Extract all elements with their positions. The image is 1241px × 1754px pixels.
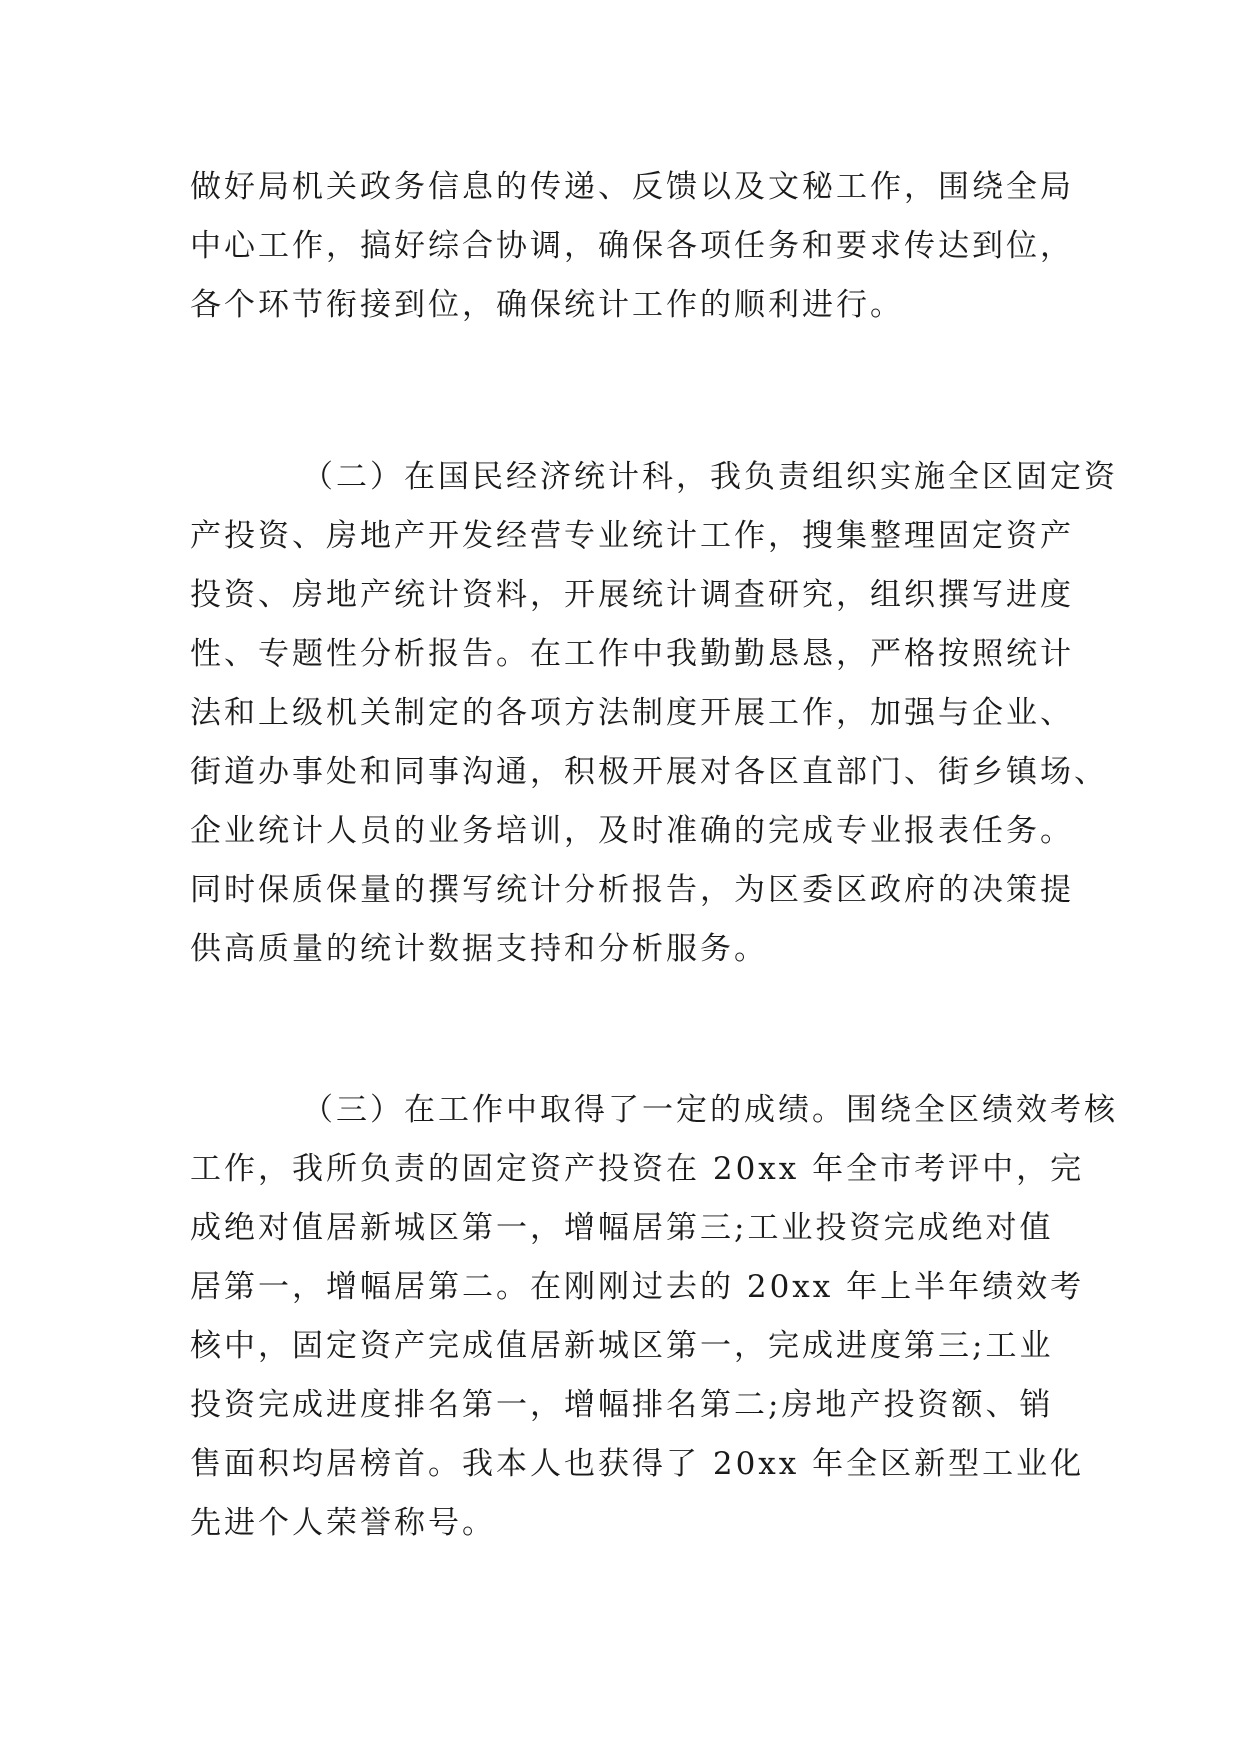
text-line: 售面积均居榜首。我本人也获得了 20xx 年全区新型工业化 (190, 1446, 1085, 1482)
text-line: 居第一，增幅居第二。在刚刚过去的 20xx 年上半年绩效考 (190, 1269, 1085, 1305)
text-line: 性、专题性分析报告。在工作中我勤勤恳恳，严格按照统计 (190, 636, 1074, 672)
text-line: 供高质量的统计数据支持和分析服务。 (190, 931, 768, 967)
text-line: 工作，我所负责的固定资产投资在 20xx 年全市考评中，完 (190, 1151, 1085, 1187)
text-line: 产投资、房地产开发经营专业统计工作，搜集整理固定资产 (190, 518, 1074, 554)
text-line: 企业统计人员的业务培训，及时准确的完成专业报表任务。 (190, 813, 1074, 849)
text-line: 中心工作，搞好综合协调，确保各项任务和要求传达到位， (190, 228, 1074, 264)
text-line: 同时保质保量的撰写统计分析报告，为区委区政府的决策提 (190, 872, 1074, 908)
text-line-first: （二）在国民经济统计科，我负责组织实施全区固定资 (302, 459, 1118, 495)
text-line: 各个环节衔接到位，确保统计工作的顺利进行。 (190, 287, 904, 323)
text-line: 法和上级机关制定的各项方法制度开展工作，加强与企业、 (190, 695, 1074, 731)
text-line: 先进个人荣誉称号。 (190, 1505, 496, 1541)
text-line: 街道办事处和同事沟通，积极开展对各区直部门、街乡镇场、 (190, 754, 1108, 790)
paragraph-office-duties (190, 158, 1074, 335)
text-line-first: （三）在工作中取得了一定的成绩。围绕全区绩效考核 (302, 1092, 1118, 1128)
text-line: 投资完成进度排名第一，增幅排名第二;房地产投资额、销 (190, 1387, 1054, 1423)
text-line: 成绝对值居新城区第一，增幅居第三;工业投资完成绝对值 (190, 1210, 1054, 1246)
text-line: 投资、房地产统计资料，开展统计调查研究，组织撰写进度 (190, 577, 1074, 613)
paragraph-section-three (190, 1081, 1118, 1553)
text-line: 做好局机关政务信息的传递、反馈以及文秘工作，围绕全局 (190, 169, 1074, 205)
paragraph-section-two (190, 448, 1118, 979)
text-line: 核中，固定资产完成值居新城区第一，完成进度第三;工业 (190, 1328, 1054, 1364)
